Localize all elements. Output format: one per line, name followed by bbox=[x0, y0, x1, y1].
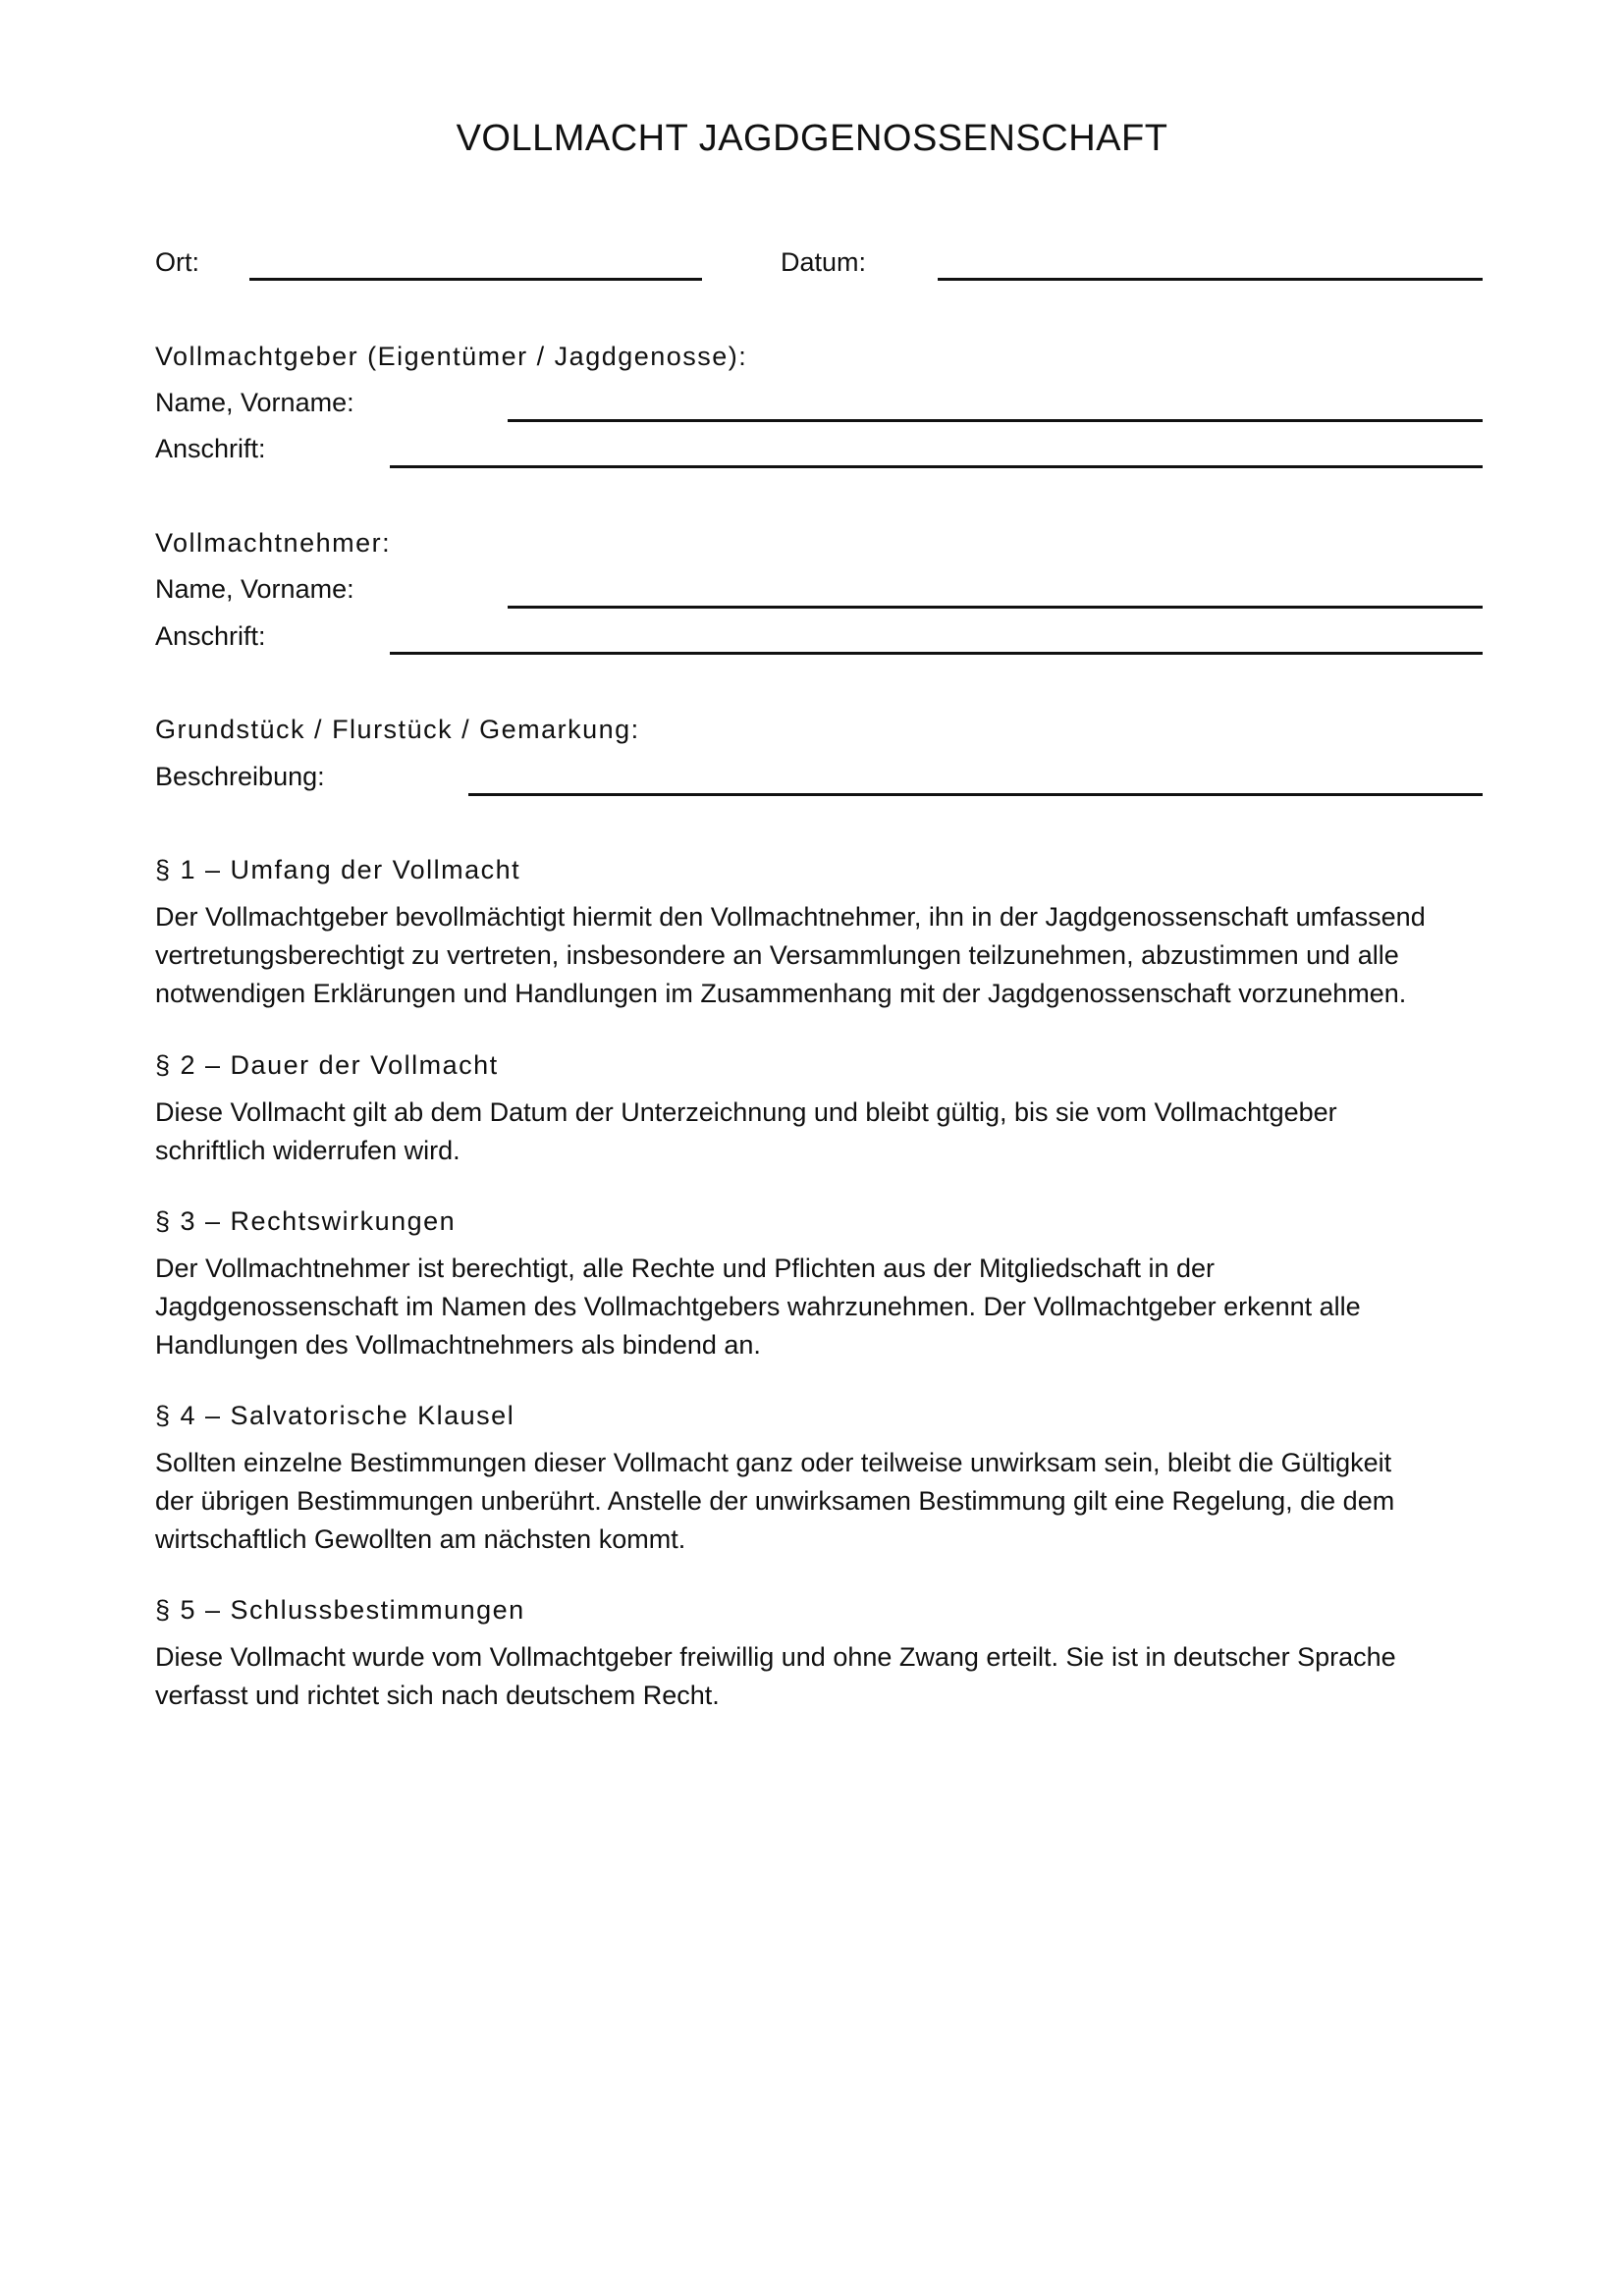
ort-field[interactable] bbox=[249, 278, 702, 281]
vollmachtgeber-name-label: Name, Vorname: bbox=[155, 388, 354, 417]
section-line: verfasst und richtet sich nach deutschem Recht. bbox=[155, 1681, 720, 1710]
section-line: der übrigen Bestimmungen unberührt. Anstelle der unwirksamen Bestimmung gilt eine Regelung, die dem bbox=[155, 1486, 1395, 1516]
section-line: Sollten einzelne Bestimmungen dieser Vollmacht ganz oder teilweise unwirksam sein, bleibt die Gültigkeit bbox=[155, 1448, 1392, 1477]
section-heading: § 2 – Dauer der Vollmacht bbox=[155, 1050, 499, 1080]
section-body bbox=[155, 1638, 1490, 1715]
datum-label: Datum: bbox=[781, 247, 867, 277]
vollmachtgeber-anschrift-field[interactable] bbox=[390, 465, 1483, 468]
document-title: VOLLMACHT JAGDGENOSSENSCHAFT bbox=[456, 118, 1168, 159]
vollmachtnehmer-anschrift-label: Anschrift: bbox=[155, 621, 266, 651]
grundstueck-beschreibung-label: Beschreibung: bbox=[155, 762, 325, 791]
section-heading: § 3 – Rechtswirkungen bbox=[155, 1206, 457, 1236]
section-line: Diese Vollmacht gilt ab dem Datum der Unterzeichnung und bleibt gültig, bis sie vom Vollmachtgeber bbox=[155, 1097, 1337, 1127]
ort-label: Ort: bbox=[155, 247, 199, 277]
section-body bbox=[155, 1250, 1490, 1364]
section-line: notwendigen Erklärungen und Handlungen im Zusammenhang mit der Jagdgenossenschaft vorzunehmen. bbox=[155, 979, 1407, 1008]
grundstueck-beschreibung-field[interactable] bbox=[468, 793, 1483, 796]
section-heading: § 1 – Umfang der Vollmacht bbox=[155, 855, 521, 884]
section-line: schriftlich widerrufen wird. bbox=[155, 1136, 460, 1165]
vollmachtgeber-heading: Vollmachtgeber (Eigentümer / Jagdgenosse): bbox=[155, 342, 748, 371]
section-line: Der Vollmachtnehmer ist berechtigt, alle Rechte und Pflichten aus der Mitgliedschaft in der bbox=[155, 1254, 1216, 1283]
section-line: wirtschaftlich Gewollten am nächsten kommt. bbox=[155, 1524, 686, 1554]
section-body bbox=[155, 898, 1490, 1013]
section-line: Diese Vollmacht wurde vom Vollmachtgeber freiwillig und ohne Zwang erteilt. Sie ist in deutscher Sprache bbox=[155, 1642, 1396, 1672]
vollmachtnehmer-name-field[interactable] bbox=[508, 606, 1483, 609]
vollmachtnehmer-anschrift-field[interactable] bbox=[390, 652, 1483, 655]
section-line: vertretungsberechtigt zu vertreten, insbesondere an Versammlungen teilzunehmen, abzustimmen und alle bbox=[155, 940, 1399, 970]
section-heading: § 4 – Salvatorische Klausel bbox=[155, 1401, 515, 1430]
vollmachtgeber-name-field[interactable] bbox=[508, 419, 1483, 422]
vollmachtnehmer-name-label: Name, Vorname: bbox=[155, 574, 354, 604]
vollmachtnehmer-heading: Vollmachtnehmer: bbox=[155, 528, 392, 558]
datum-field[interactable] bbox=[938, 278, 1483, 281]
section-heading: § 5 – Schlussbestimmungen bbox=[155, 1595, 525, 1625]
section-line: Jagdgenossenschaft im Namen des Vollmachtgebers wahrzunehmen. Der Vollmachtgeber erkennt alle bbox=[155, 1292, 1361, 1321]
section-body bbox=[155, 1444, 1490, 1559]
vollmachtgeber-anschrift-label: Anschrift: bbox=[155, 434, 266, 463]
section-line: Handlungen des Vollmachtnehmers als bindend an. bbox=[155, 1330, 761, 1360]
section-body bbox=[155, 1094, 1490, 1170]
grundstueck-heading: Grundstück / Flurstück / Gemarkung: bbox=[155, 715, 640, 744]
section-line: Der Vollmachtgeber bevollmächtigt hiermit den Vollmachtnehmer, ihn in der Jagdgenossenschaft umfassend bbox=[155, 902, 1426, 932]
